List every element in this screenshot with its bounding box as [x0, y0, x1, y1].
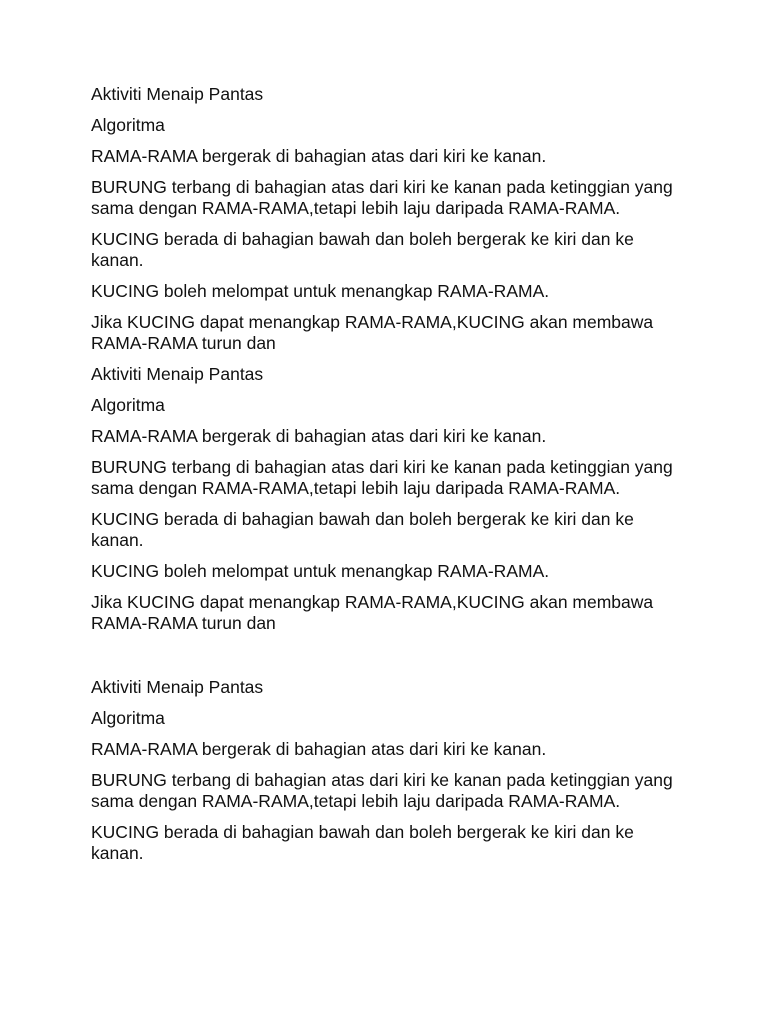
section-subtitle: Algoritma — [91, 395, 165, 415]
paragraph: RAMA-RAMA bergerak di bahagian atas dari kiri ke kanan. — [91, 426, 547, 446]
section-title: Aktiviti Menaip Pantas — [91, 364, 264, 384]
paragraph: KUCING boleh melompat untuk menangkap RAMA-RAMA. — [91, 281, 550, 301]
paragraph: BURUNG terbang di bahagian atas dari kiri ke kanan pada ketinggian yang sama dengan RAMA-RAMA,tetapi lebih laju daripada RAMA-RAMA. — [91, 177, 673, 218]
paragraph: RAMA-RAMA bergerak di bahagian atas dari kiri ke kanan. — [91, 739, 547, 759]
paragraph: KUCING berada di bahagian bawah dan boleh bergerak ke kiri dan ke kanan. — [91, 229, 634, 270]
paragraph: Jika KUCING dapat menangkap RAMA-RAMA,KUCING akan membawa RAMA-RAMA turun dan — [91, 312, 654, 353]
section-title: Aktiviti Menaip Pantas — [91, 84, 264, 104]
paragraph: BURUNG terbang di bahagian atas dari kiri ke kanan pada ketinggian yang sama dengan RAMA-RAMA,tetapi lebih laju daripada RAMA-RAMA. — [91, 457, 673, 498]
document-section-1 — [91, 84, 691, 354]
document-body — [91, 84, 691, 874]
paragraph: RAMA-RAMA bergerak di bahagian atas dari kiri ke kanan. — [91, 146, 547, 166]
section-subtitle: Algoritma — [91, 115, 165, 135]
paragraph: KUCING berada di bahagian bawah dan boleh bergerak ke kiri dan ke kanan. — [91, 822, 634, 863]
document-section-2 — [91, 364, 691, 634]
section-subtitle: Algoritma — [91, 708, 165, 728]
paragraph: Jika KUCING dapat menangkap RAMA-RAMA,KUCING akan membawa RAMA-RAMA turun dan — [91, 592, 654, 633]
paragraph: KUCING berada di bahagian bawah dan boleh bergerak ke kiri dan ke kanan. — [91, 509, 634, 550]
document-section-3 — [91, 677, 691, 864]
paragraph: BURUNG terbang di bahagian atas dari kiri ke kanan pada ketinggian yang sama dengan RAMA-RAMA,tetapi lebih laju daripada RAMA-RAMA. — [91, 770, 673, 811]
section-title: Aktiviti Menaip Pantas — [91, 677, 264, 697]
paragraph: KUCING boleh melompat untuk menangkap RAMA-RAMA. — [91, 561, 550, 581]
section-spacer — [91, 644, 691, 677]
